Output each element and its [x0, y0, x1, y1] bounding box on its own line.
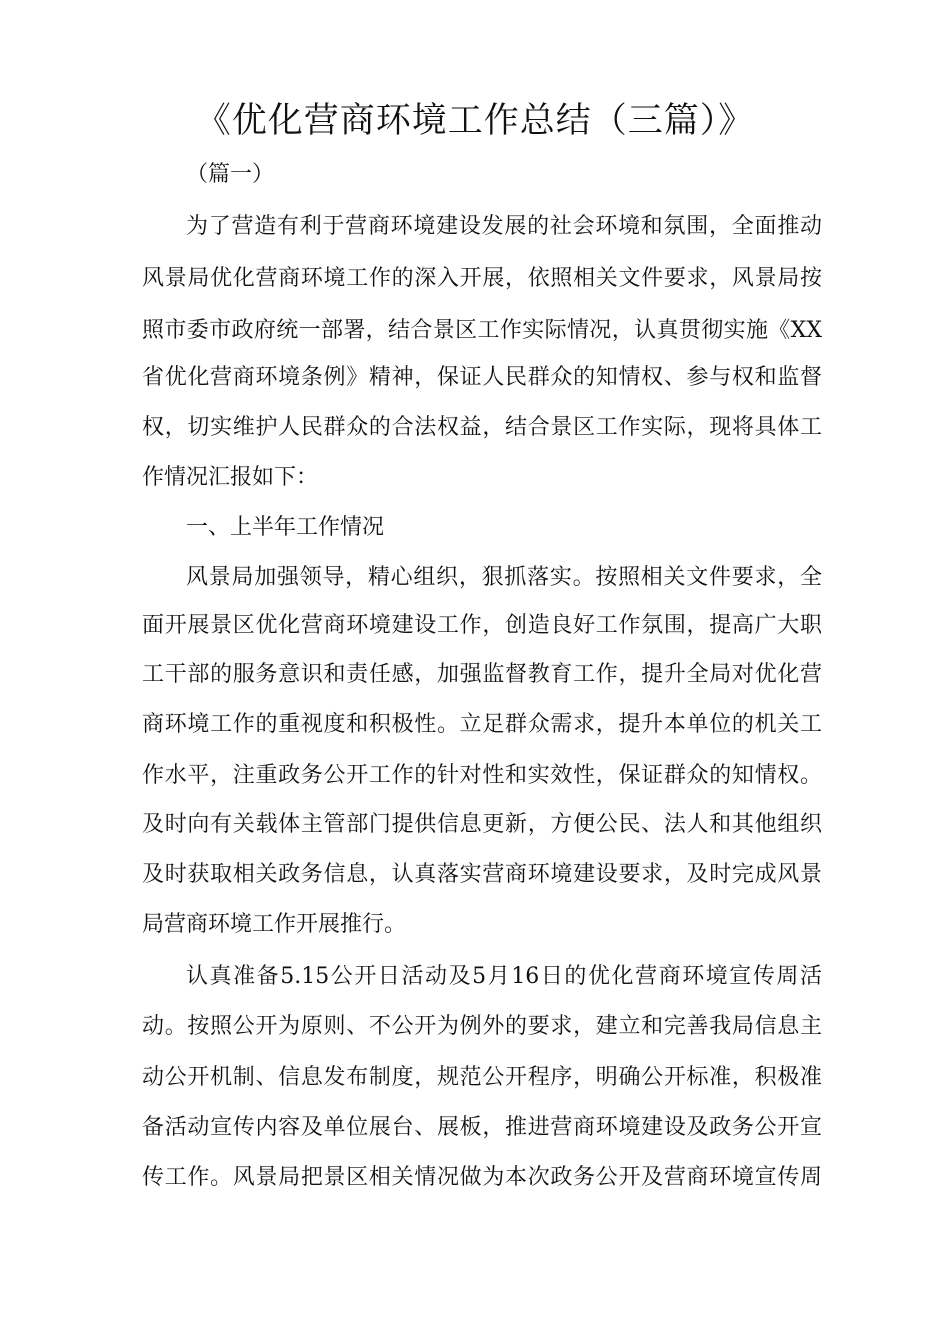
paragraph-line: 照市委市政府统一部署，结合景区工作实际情况，认真贯彻实施《XX — [142, 318, 822, 343]
document-title: 《优化营商环境工作总结（三篇）》 — [195, 101, 755, 141]
part-label: （篇一） — [186, 162, 275, 187]
paragraph-line: 面开展景区优化营商环境建设工作，创造良好工作氛围，提高广大职 — [142, 613, 822, 638]
paragraph-line: 工干部的服务意识和责任感，加强监督教育工作，提升全局对优化营 — [142, 662, 822, 687]
paragraph-line: 作情况汇报如下： — [142, 465, 319, 490]
paragraph-line: 权，切实维护人民群众的合法权益，结合景区工作实际，现将具体工 — [142, 415, 822, 440]
paragraph-line: 作水平，注重政务公开工作的针对性和实效性，保证群众的知情权。 — [142, 763, 822, 788]
paragraph-line: 及时向有关载体主管部门提供信息更新，方便公民、法人和其他组织 — [142, 812, 822, 837]
section-heading: 一、上半年工作情况 — [186, 515, 385, 540]
paragraph-line: 商环境工作的重视度和积极性。立足群众需求，提升本单位的机关工 — [142, 712, 822, 737]
paragraph-line: 风景局加强领导，精心组织，狠抓落实。按照相关文件要求，全 — [186, 565, 822, 590]
paragraph-line: 备活动宣传内容及单位展台、展板，推进营商环境建设及政务公开宣 — [142, 1115, 822, 1140]
paragraph-line: 传工作。风景局把景区相关情况做为本次政务公开及营商环境宣传周 — [142, 1165, 822, 1190]
paragraph-line: 动公开机制、信息发布制度，规范公开程序，明确公开标准，积极准 — [142, 1065, 822, 1090]
paragraph-line: 及时获取相关政务信息，认真落实营商环境建设要求，及时完成风景 — [142, 862, 822, 887]
paragraph-line: 风景局优化营商环境工作的深入开展，依照相关文件要求，风景局按 — [142, 266, 822, 291]
paragraph-line: 动。按照公开为原则、不公开为例外的要求，建立和完善我局信息主 — [142, 1014, 822, 1039]
paragraph-line: 局营商环境工作开展推行。 — [142, 912, 407, 937]
paragraph-line: 省优化营商环境条例》精神，保证人民群众的知情权、参与权和监督 — [142, 365, 822, 390]
paragraph-line: 为了营造有利于营商环境建设发展的社会环境和氛围，全面推动 — [186, 214, 822, 239]
paragraph-line: 认真准备5.15公开日活动及5月16日的优化营商环境宣传周活 — [186, 964, 822, 989]
